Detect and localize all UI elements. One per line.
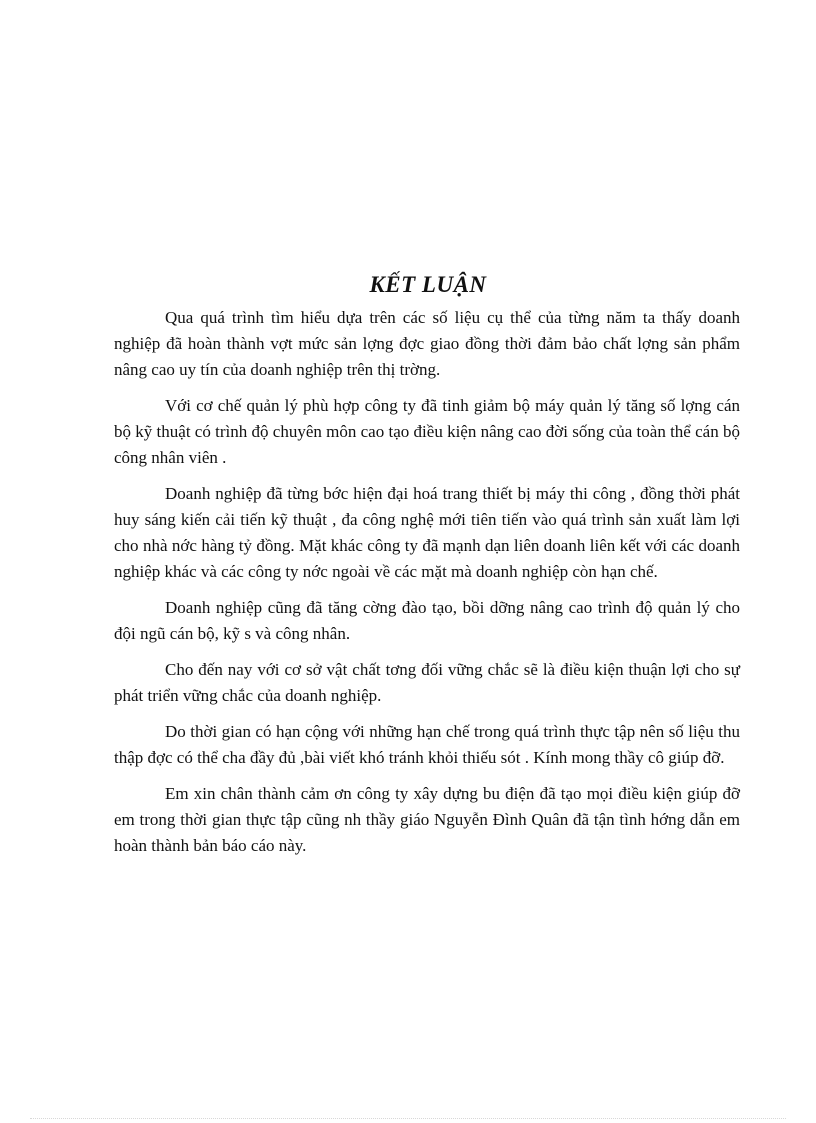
page-title: KẾT LUẬN bbox=[369, 272, 487, 297]
paragraph-3: Doanh nghiệp đã từng bớc hiện đại hoá trang thiết bị máy thi công , đồng thời phát huy sáng kiến cải tiến kỹ thuật , đa công nghệ mới tiên tiến vào quá trình sản xuất làm lợi cho nhà nớc hàng tỷ đồng. Mặt khác công ty đã mạnh dạn liên doanh liên kết với các doanh nghiệp khác và các công ty nớc ngoài về các mặt mà doanh nghiệp còn hạn chế. bbox=[114, 484, 740, 581]
paragraph-7: Em xin chân thành cảm ơn công ty xây dựng bu điện đã tạo mọi điều kiện giúp đỡ em trong thời gian thực tập cũng nh thầy giáo Nguyễn Đình Quân đã tận tình hớng dẫn em hoàn thành bản báo cáo này. bbox=[114, 784, 740, 855]
document-body bbox=[114, 305, 740, 869]
paragraph-4: Doanh nghiệp cũng đã tăng cờng đào tạo, bồi dỡng nâng cao trình độ quản lý cho đội ngũ cán bộ, kỹ s và công nhân. bbox=[114, 598, 740, 643]
paragraph-2: Với cơ chế quản lý phù hợp công ty đã tinh giảm bộ máy quản lý tăng số lợng cán bộ kỹ thuật có trình độ chuyên môn cao tạo điều kiện nâng cao đời sống của toàn thể cán bộ công nhân viên . bbox=[114, 396, 740, 467]
paragraph-5: Cho đến nay với cơ sở vật chất tơng đối vững chắc sẽ là điều kiện thuận lợi cho sự phát triển vững chắc của doanh nghiệp. bbox=[114, 660, 740, 705]
page-bottom-divider bbox=[30, 1118, 786, 1119]
paragraph-1: Qua quá trình tìm hiểu dựa trên các số liệu cụ thể của từng năm ta thấy doanh nghiệp đã hoàn thành vợt mức sản lợng đợc giao đồng thời đảm bảo chất lợng sản phẩm nâng cao uy tín của doanh nghiệp trên thị trờng. bbox=[114, 308, 740, 379]
paragraph-6: Do thời gian có hạn cộng với những hạn chế trong quá trình thực tập nên số liệu thu thập đợc có thể cha đầy đủ ,bài viết khó tránh khỏi thiếu sót . Kính mong thầy cô giúp đỡ. bbox=[114, 722, 740, 767]
